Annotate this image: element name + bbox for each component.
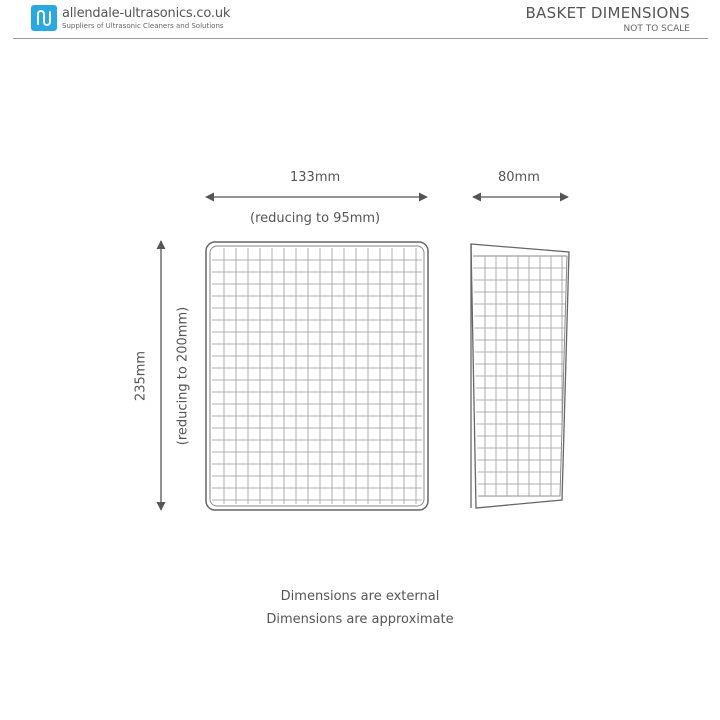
brand-tagline: Suppliers of Ultrasonic Cleaners and Solutions [62, 22, 224, 30]
depth-label: 80mm [498, 170, 540, 185]
width-label: 133mm [290, 170, 341, 185]
document-subtitle: NOT TO SCALE [623, 24, 690, 34]
note-approximate: Dimensions are approximate [266, 612, 454, 627]
notes [0, 585, 720, 631]
height-reducing-label: (reducing to 200mm) [175, 306, 191, 446]
basket-side-view [470, 244, 570, 508]
note-external: Dimensions are external [280, 589, 440, 604]
width-reducing-label: (reducing to 95mm) [250, 211, 381, 226]
document-title: BASKET DIMENSIONS [525, 4, 690, 22]
height-label: 235mm [133, 350, 149, 402]
basket-front-view [206, 242, 428, 510]
brand-name: allendale-ultrasonics.co.uk [62, 6, 231, 21]
